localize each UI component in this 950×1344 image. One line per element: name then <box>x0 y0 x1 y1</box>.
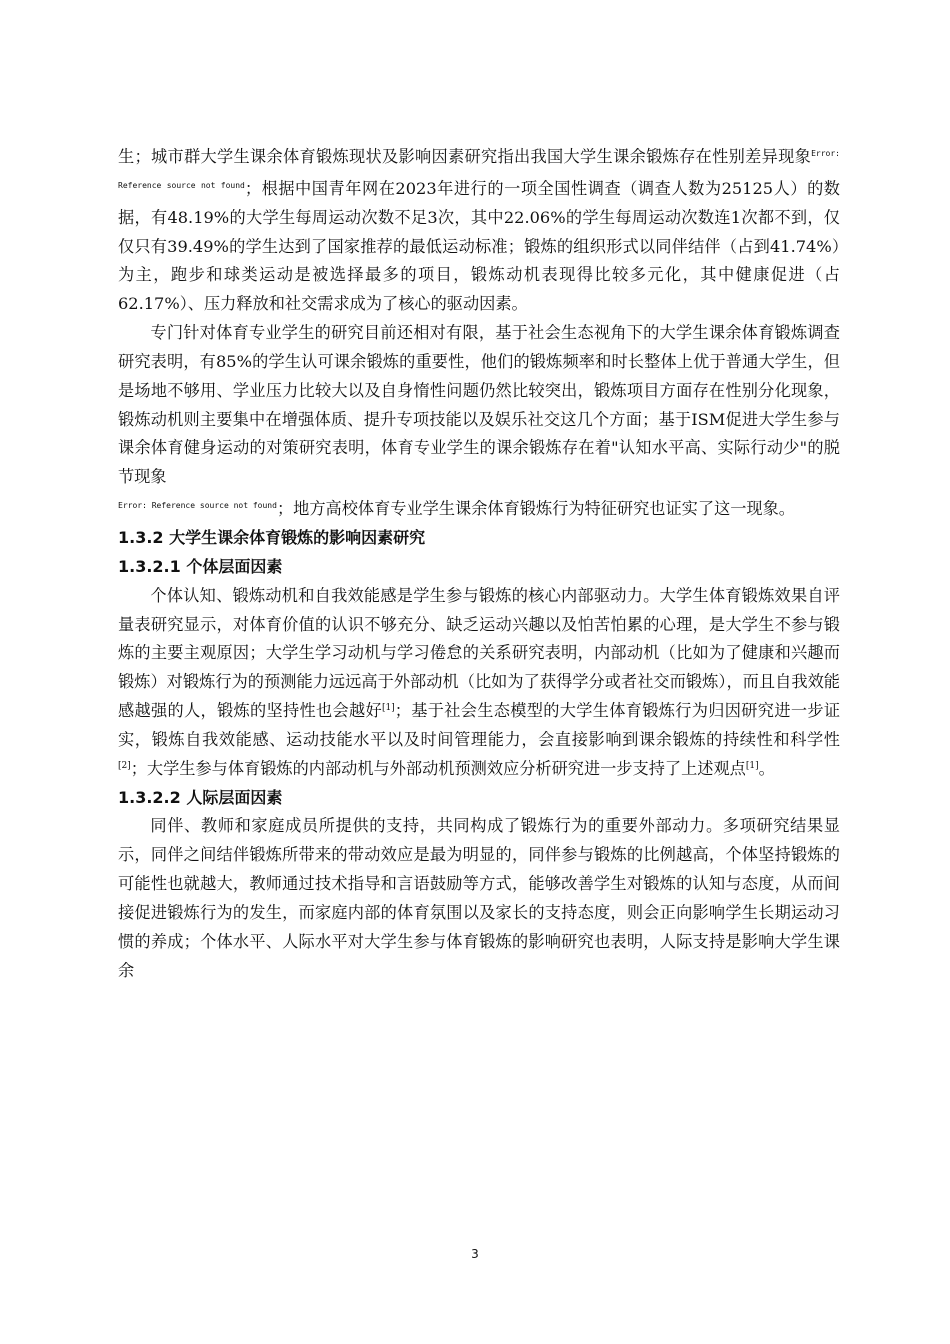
paragraph-text: 生；城市群大学生课余体育锻炼现状及影响因素研究指出我国大学生课余锻炼存在性别差异现象 <box>118 147 812 166</box>
citation: [1] <box>745 760 759 771</box>
paragraph-text: ；基于社会生态模型的大学生体育锻炼行为归因研究进一步证实，锻炼自我效能感、运动技能水平以及时间管理能力，会直接影响到课余锻炼的持续性和科学性 <box>118 701 841 749</box>
citation: [2] <box>118 760 131 771</box>
document-body <box>118 140 840 985</box>
section-heading: 1.3.2 大学生课余体育锻炼的影响因素研究 <box>118 527 426 547</box>
paragraph-text: ；地方高校体育专业学生课余体育锻炼行为特征研究也证实了这一现象。 <box>276 499 795 519</box>
citation: [1] <box>382 703 395 714</box>
subsection-heading: 1.3.2.1 个体层面因素 <box>118 556 283 576</box>
subsection-heading: 1.3.2.2 人际层面因素 <box>118 787 283 807</box>
paragraph-text: ；根据中国青年网在2023年进行的一项全国性调查（调查人数为25125人）的数据，有48.19%的大学生每周运动次数不足3次，其中22.06%的学生每周运动次数连1次都不到，仅仅只有39.49%的学生达到了国家推荐的最低运动标准；锻炼的组织形式以同伴结伴（占到41.74%）为主，跑步和球类运动是被选择最多的项目，锻炼动机表现得比较多元化，其中健康促进（占62.17%）、压力释放和社交需求成为了核心的驱动因素。 <box>118 178 840 314</box>
page-number: 3 <box>471 1247 479 1261</box>
paragraph-2 <box>118 319 840 524</box>
paragraph-3 <box>118 582 840 784</box>
paragraph-text: 专门针对体育专业学生的研究目前还相对有限，基于社会生态视角下的大学生课余体育锻炼调查研究表明，有85%的学生认可课余锻炼的重要性，他们的锻炼频率和时长整体上优于普通大学生，但是场地不够用、学业压力比较大以及自身惰性问题仍然比较突出，锻炼项目方面存在性别分化现象，锻炼动机则主要集中在增强体质、提升专项技能以及娱乐社交这几个方面；基于ISM促进大学生参与课余体育健身运动的对策研究表明，体育专业学生的课余锻炼存在着"认知水平高、实际行动少"的脱节现象 <box>118 323 840 487</box>
paragraph-4 <box>118 812 840 985</box>
paragraph-text: 个体认知、锻炼动机和自我效能感是学生参与锻炼的核心内部驱动力。大学生体育锻炼效果自评量表研究显示，对体育价值的认识不够充分、缺乏运动兴趣以及怕苦怕累的心理，是大学生不参与锻炼的主要主观原因；大学生学习动机与学习倦怠的关系研究表明，内部动机（比如为了健康和兴趣而锻炼）对锻炼行为的预测能力远远高于外部动机（比如为了获得学分或者社交而锻炼），而且自我效能感越强的人，锻炼的坚持性也会越好 <box>118 585 840 721</box>
paragraph-text: 同伴、教师和家庭成员所提供的支持，共同构成了锻炼行为的重要外部动力。多项研究结果显示，同伴之间结伴锻炼所带来的带动效应是最为明显的，同伴参与锻炼的比例越高，个体坚持锻炼的可能性也就越大，教师通过技术指导和言语鼓励等方式，能够改善学生对锻炼的认知与态度，从而间接促进锻炼行为的发生，而家庭内部的体育氛围以及家长的支持态度，则会正向影响学生长期运动习惯的养成；个体水平、人际水平对大学生参与体育锻炼的影响研究也表明，人际支持是影响大学生课余 <box>118 816 840 980</box>
paragraph-text: ；大学生参与体育锻炼的内部动机与外部动机预测效应分析研究进一步支持了上述观点 <box>130 758 746 778</box>
paragraph-text: 。 <box>758 758 775 778</box>
reference-error: Error: Reference source not found <box>118 501 277 511</box>
paragraph-1 <box>118 140 840 319</box>
reference-error: Error: Reference source not found <box>118 149 840 190</box>
